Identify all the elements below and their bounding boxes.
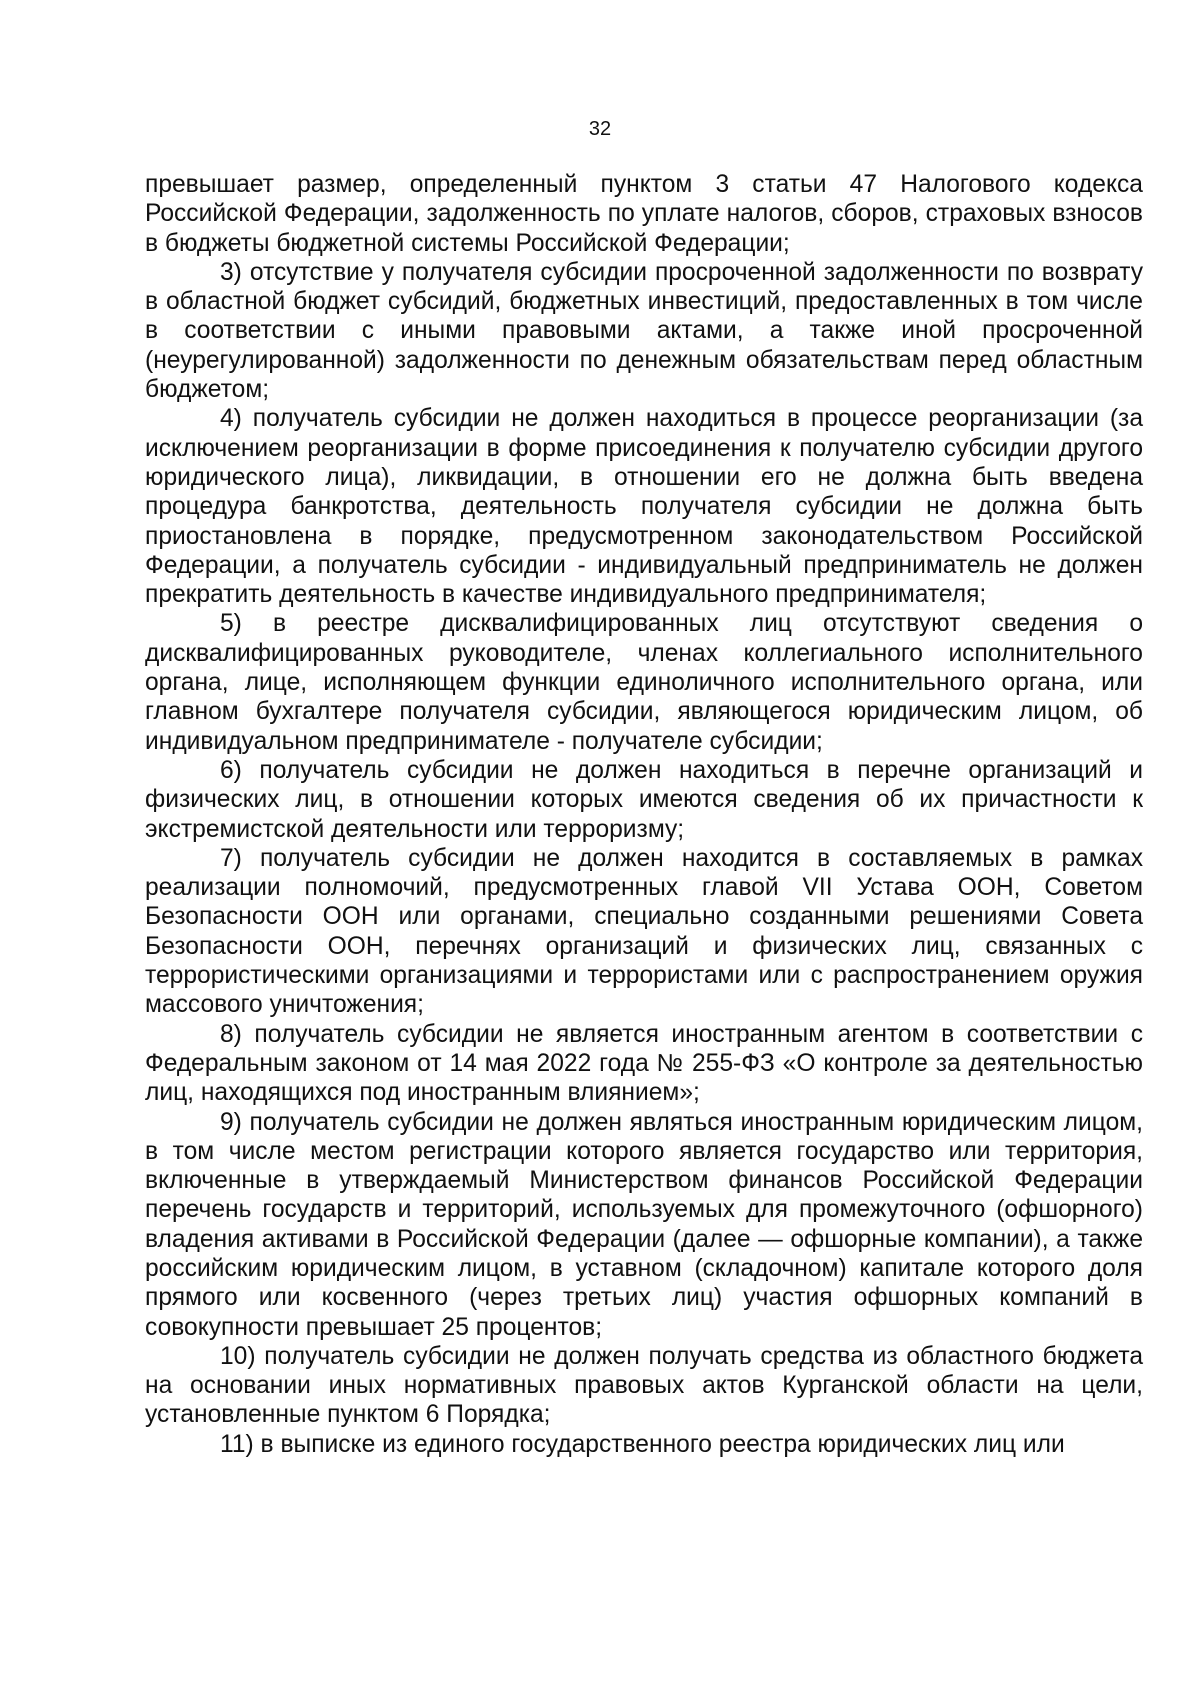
paragraph-item-9: 9) получатель субсидии не должен являться иностранным юридическим лицом, в том числе местом регистрации которого является государство или территория, включенные в утверждаемый Министерством финансов Российской Федерации перечень государств и территорий, используемых для промежуточного (офшорного) владения активами в Российской Федерации (далее — офшорные компании), а также российским юридическим лицом, в уставном (складочном) капитале которого доля прямого или косвенного (через третьих лиц) участия офшорных компаний в совокупности превышает 25 процентов; [145, 1108, 1143, 1341]
paragraph-item-4: 4) получатель субсидии не должен находиться в процессе реорганизации (за исключением реорганизации в форме присоединения к получателю субсидии другого юридического лица), ликвидации, в отношении его не должна быть введена процедура банкротства, деятельность получателя субсидии не должна быть приостановлена в порядке, предусмотренном законодательством Российской Федерации, а получатель субсидии - индивидуальный предприниматель не должен прекратить деятельность в качестве индивидуального предпринимателя; [145, 405, 1143, 609]
paragraph-item-7: 7) получатель субсидии не должен находится в составляемых в рамках реализации полномочий, предусмотренных главой VII Устава ООН, Советом Безопасности ООН или органами, специально созданными решениями Совета Безопасности ООН, перечнях организаций и физических лиц, связанных с террористическими организациями и террористами или с распространением оружия массового уничтожения; [145, 844, 1143, 1019]
paragraph-item-6: 6) получатель субсидии не должен находиться в перечне организаций и физических лиц, в отношении которых имеются сведения об их причастности к экстремистской деятельности или терроризму; [145, 756, 1143, 843]
document-body [145, 170, 1143, 1459]
paragraph-item-11: 11) в выписке из единого государственного реестра юридических лиц или [220, 1430, 1065, 1458]
paragraph-item-8: 8) получатель субсидии не является иностранным агентом в соответствии с Федеральным законом от 14 мая 2022 года № 255-ФЗ «О контроле за деятельностью лиц, находящихся под иностранным влиянием»; [145, 1020, 1143, 1107]
paragraph-item-5: 5) в реестре дисквалифицированных лиц отсутствуют сведения о дисквалифицированных руководителе, членах коллегиального исполнительного органа, лице, исполняющем функции единоличного исполнительного органа, или главном бухгалтере получателя субсидии, являющегося юридическим лицом, об индивидуальном предпринимателе - получателе субсидии; [145, 610, 1143, 755]
page-number: 32 [588, 118, 612, 140]
paragraph-item-3: 3) отсутствие у получателя субсидии просроченной задолженности по возврату в областной бюджет субсидий, бюджетных инвестиций, предоставленных в том числе в соответствии с иными правовыми актами, а также иной просроченной (неурегулированной) задолженности по денежным обязательствам перед областным бюджетом; [145, 258, 1143, 404]
paragraph-continuation: превышает размер, определенный пунктом 3 статьи 47 Налогового кодекса Российской Федерации, задолженность по уплате налогов, сборов, страховых взносов в бюджеты бюджетной системы Российской Федерации; [145, 171, 1143, 257]
paragraph-item-10: 10) получатель субсидии не должен получать средства из областного бюджета на основании иных нормативных правовых актов Курганской области на цели, установленные пунктом 6 Порядка; [145, 1342, 1143, 1429]
